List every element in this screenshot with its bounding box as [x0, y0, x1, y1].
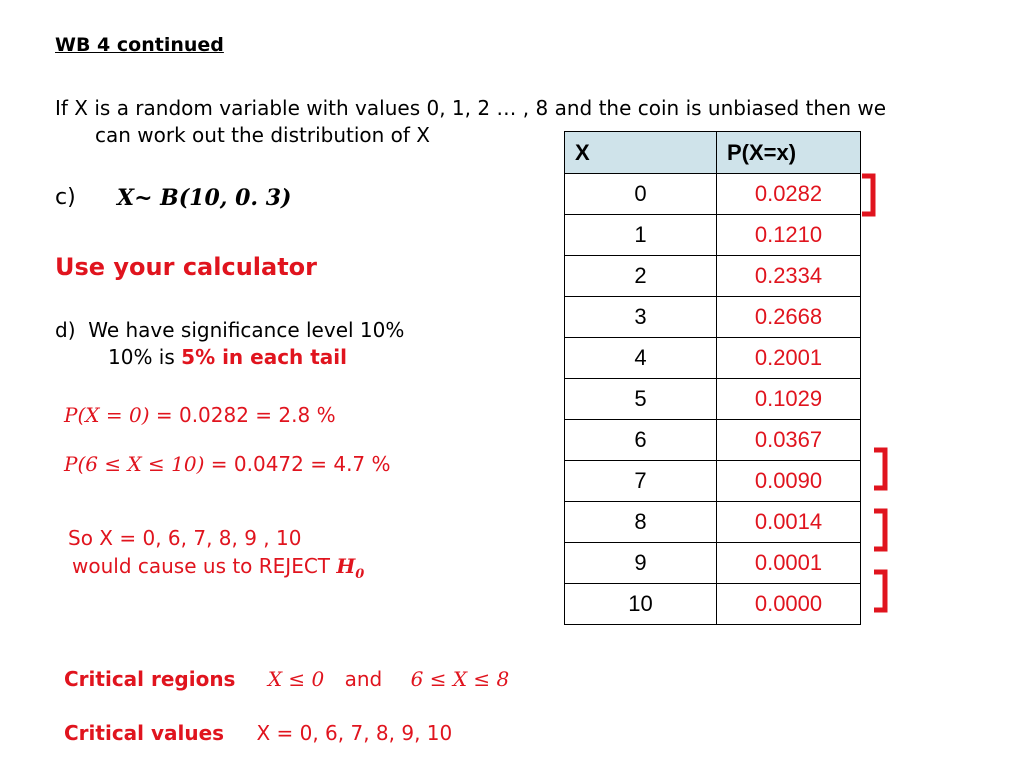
part-c	[55, 185, 292, 211]
table-row	[565, 379, 861, 420]
critical-region-lower: X ≤ 0	[267, 667, 325, 691]
bracket-x8-icon	[870, 507, 892, 553]
probability-cell: 0.0000	[717, 584, 861, 625]
calculator-instruction: Use your calculator	[55, 253, 317, 281]
table-row	[565, 584, 861, 625]
reject-statement	[68, 524, 364, 589]
column-header-probability: P(X=x)	[717, 132, 861, 174]
reject-line-1: So X = 0, 6, 7, 8, 9 , 10	[68, 526, 302, 550]
table-row	[565, 420, 861, 461]
table-row	[565, 338, 861, 379]
bracket-x9-x10-icon	[870, 568, 892, 614]
x-value-cell: 0	[565, 174, 717, 215]
table-row	[565, 543, 861, 584]
x-value-cell: 7	[565, 461, 717, 502]
x-value-cell: 8	[565, 502, 717, 543]
critical-regions	[64, 667, 509, 691]
page-heading: WB 4 continued	[55, 34, 224, 56]
table-row	[565, 502, 861, 543]
probability-cell: 0.2668	[717, 297, 861, 338]
x-value-cell: 9	[565, 543, 717, 584]
column-header-x: X	[565, 132, 717, 174]
critical-values	[64, 721, 452, 745]
part-d	[55, 317, 404, 371]
reject-line-2: would cause us to REJECT	[72, 554, 337, 578]
bracket-x0-icon	[858, 172, 880, 218]
table-row	[565, 297, 861, 338]
probability-cell: 0.0001	[717, 543, 861, 584]
prob-zero-value: = 0.0282 = 2.8 %	[149, 403, 336, 427]
prob-tail-value: = 0.0472 = 4.7 %	[204, 452, 391, 476]
prob-zero-expr: P(X = 0)	[64, 403, 150, 427]
table-row	[565, 461, 861, 502]
probability-cell: 0.1029	[717, 379, 861, 420]
tail-prefix: 10% is	[108, 345, 182, 369]
probability-cell: 0.0367	[717, 420, 861, 461]
prob-tail-expr: P(6 ≤ X ≤ 10)	[64, 452, 205, 476]
table-row	[565, 256, 861, 297]
prob-tail-line	[64, 452, 391, 476]
part-c-label: c)	[55, 185, 76, 210]
intro-line-1: If X is a random variable with values 0, 1, 2 … , 8 and the coin is unbiased then we	[55, 96, 887, 120]
x-value-cell: 10	[565, 584, 717, 625]
significance-line: We have significance level 10%	[88, 318, 405, 342]
intro-line-2: can work out the distribution of X	[95, 123, 430, 147]
critical-region-upper: 6 ≤ X ≤ 8	[410, 667, 510, 691]
prob-zero-line	[64, 403, 336, 427]
x-value-cell: 2	[565, 256, 717, 297]
critical-values-list: X = 0, 6, 7, 8, 9, 10	[256, 721, 453, 745]
x-value-cell: 1	[565, 215, 717, 256]
x-value-cell: 4	[565, 338, 717, 379]
table-row	[565, 174, 861, 215]
x-value-cell: 3	[565, 297, 717, 338]
probability-cell: 0.0282	[717, 174, 861, 215]
probability-cell: 0.2334	[717, 256, 861, 297]
bracket-x6-x7-icon	[870, 446, 892, 492]
hypothesis-symbol: $H_0$	[336, 554, 365, 582]
critical-region-connector: and	[344, 667, 383, 691]
table-header-row	[565, 132, 861, 174]
probability-cell: 0.0014	[717, 502, 861, 543]
probability-cell: 0.1210	[717, 215, 861, 256]
binomial-expression: X~ B(10, 0. 3)	[117, 185, 292, 211]
part-d-label: d)	[55, 318, 76, 342]
tail-percent: 5% in each tail	[181, 345, 348, 369]
x-value-cell: 6	[565, 420, 717, 461]
probability-cell: 0.0090	[717, 461, 861, 502]
table-row	[565, 215, 861, 256]
critical-regions-label: Critical regions	[64, 667, 236, 691]
critical-values-label: Critical values	[64, 721, 225, 745]
distribution-table	[564, 131, 861, 625]
x-value-cell: 5	[565, 379, 717, 420]
probability-cell: 0.2001	[717, 338, 861, 379]
